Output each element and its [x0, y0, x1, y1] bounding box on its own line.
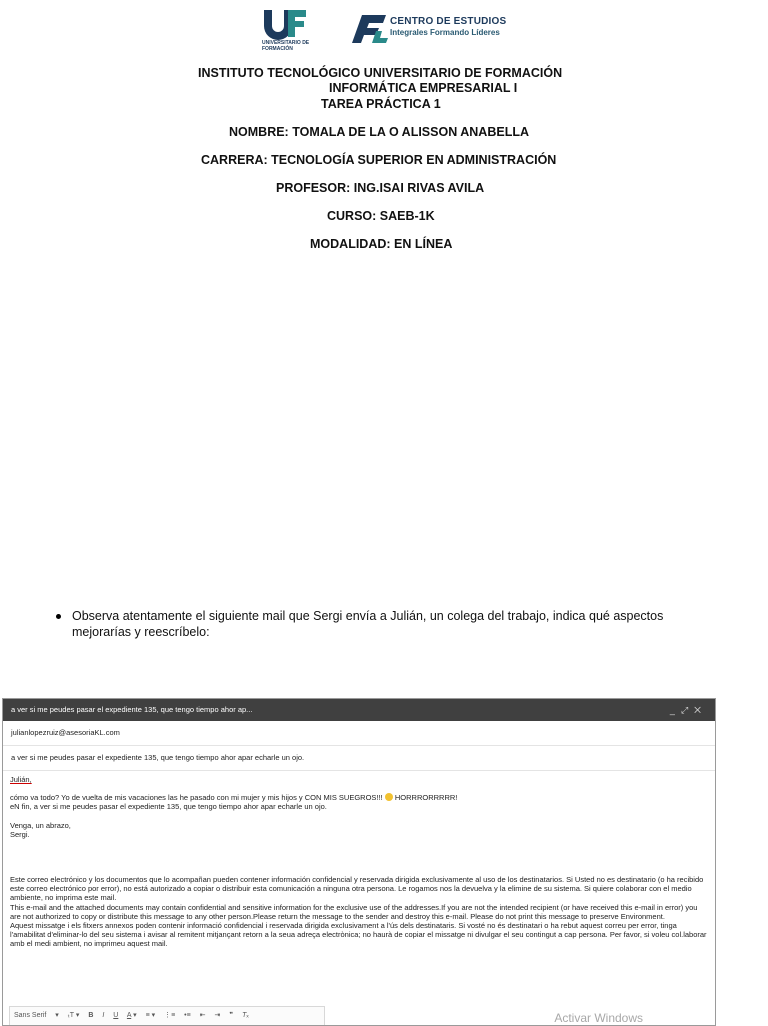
task-title: TAREA PRÁCTICA 1: [321, 97, 441, 111]
centro-estudios-logo-icon: [352, 13, 388, 45]
bold-icon[interactable]: B: [88, 1012, 94, 1019]
body-paragraph: cómo va todo? Yo de vuelta de mis vacaciones las he pasado con mi mujer y mis hijos y CON MIS SUEGROS!!! HORRRORRRRR!: [10, 793, 458, 803]
uf-logo-caption: UNIVERSITARIO DE FORMACIÓN: [262, 40, 310, 52]
email-compose-window: [2, 698, 716, 1026]
expand-icon[interactable]: ⤢: [680, 705, 695, 715]
underline-icon[interactable]: U: [113, 1012, 119, 1019]
closing: Venga, un abrazo,: [10, 820, 71, 830]
activate-windows-watermark: Activar Windows: [554, 1011, 643, 1025]
align-icon[interactable]: ≡ ▾: [145, 1012, 156, 1019]
subject-title: INFORMÁTICA EMPRESARIAL I: [329, 81, 518, 95]
quote-icon[interactable]: ❞: [229, 1012, 234, 1019]
disclaimer-spanish: Este correo electrónico y los documentos que lo acompañan pueden contener información confidencial y reservada dirigida exclusivamente al uso de los destinatarios. Si Usted no es destinatario (o ha recibido este correo electrónico por error), no está autorizado a copiar o distribuir esta comunicación a ninguna otra persona. Le rogamos nos la devuelva y la elimine de su sistema. Si quiere colaborar con el medio ambiente, no imprima este mail.: [10, 875, 704, 903]
body-line-2: eN fin, a ver si me peudes pasar el expediente 135, que tengo tiempo ahor apar echarle un ojo.: [10, 802, 327, 812]
student-name: NOMBRE: TOMALA DE LA O ALISSON ANABELLA: [229, 125, 529, 139]
font-select[interactable]: Sans Serif ▾: [14, 1012, 59, 1019]
centro-estudios-logo-text: CENTRO DE ESTUDIOS Integrales Formando Líderes: [390, 16, 507, 37]
bulleted-list-icon[interactable]: •≡: [184, 1012, 191, 1019]
logo-bar: [0, 8, 768, 56]
modality: MODALIDAD: EN LÍNEA: [310, 237, 453, 251]
formatting-toolbar: [9, 1006, 325, 1025]
career: CARRERA: TECNOLOGÍA SUPERIOR EN ADMINISTRACIÓN: [201, 153, 557, 167]
instruction-text: Observa atentamente el siguiente mail que Sergi envía a Julián, un colega del trabajo, indica qué aspectos mejorarías y reescríbelo:: [72, 609, 664, 639]
email-to-field[interactable]: julianlopezruiz@asesoriaKL.com: [3, 721, 715, 746]
remove-formatting-icon[interactable]: Tₓ: [242, 1012, 249, 1019]
font-size-icon[interactable]: ₜT ▾: [67, 1012, 80, 1019]
bullet-icon: [56, 614, 61, 619]
email-body[interactable]: [3, 771, 715, 953]
greeting: Julián,: [10, 775, 32, 784]
disclaimer-catalan: Aquest missatge i els fitxers annexos poden contenir informació confidencial i reservada dirigida exclusivament a l'ús dels destinataris. Si vosté no és destinatari o ha rebut aquest correu per error, tinga l'amabilitat d'eliminar-lo del seu sistema i avisar al remitent mitjançant retorn a la seua adreça electrònica; no haurà de copiar el missatge ni divulgar el seu contingut a cap persona. Per favor, si voleu col.laborar amb el medi ambient, no imprimeu aquest mail.: [10, 921, 707, 949]
email-window-title: a ver si me peudes pasar el expediente 135, que tengo tiempo ahor ap...: [11, 705, 253, 714]
institute-title: INSTITUTO TECNOLÓGICO UNIVERSITARIO DE FORMACIÓN: [198, 66, 563, 80]
instruction-bullet: [56, 608, 696, 640]
course: CURSO: SAEB-1K: [327, 209, 435, 223]
professor: PROFESOR: ING.ISAI RIVAS AVILA: [276, 181, 485, 195]
minimize-icon[interactable]: _: [669, 705, 681, 715]
email-subject-field[interactable]: a ver si me peudes pasar el expediente 135, que tengo tiempo ahor apar echarle un ojo.: [3, 746, 715, 771]
italic-icon[interactable]: I: [102, 1012, 105, 1019]
smiley-icon: [385, 793, 393, 801]
email-titlebar: [3, 699, 715, 721]
disclaimer-english: This e-mail and the attached documents may contain confidential and sensitive information for the exclusive use of the addresses.If you are not the intended recipient (or have received this e-mail in error) you are not authorized to copy or distribute this message to any other person.Please return the message to the sender and destroy this e-mail. Please do not print this message to preserve Environment.: [10, 902, 698, 921]
window-controls: [670, 699, 707, 721]
signature: Sergi.: [10, 829, 30, 839]
text-color-icon[interactable]: A ▾: [126, 1012, 137, 1019]
indent-more-icon[interactable]: ⇥: [214, 1012, 221, 1019]
indent-less-icon[interactable]: ⇤: [199, 1012, 206, 1019]
close-icon[interactable]: ✕: [694, 705, 707, 715]
numbered-list-icon[interactable]: ⋮≡: [164, 1012, 176, 1019]
